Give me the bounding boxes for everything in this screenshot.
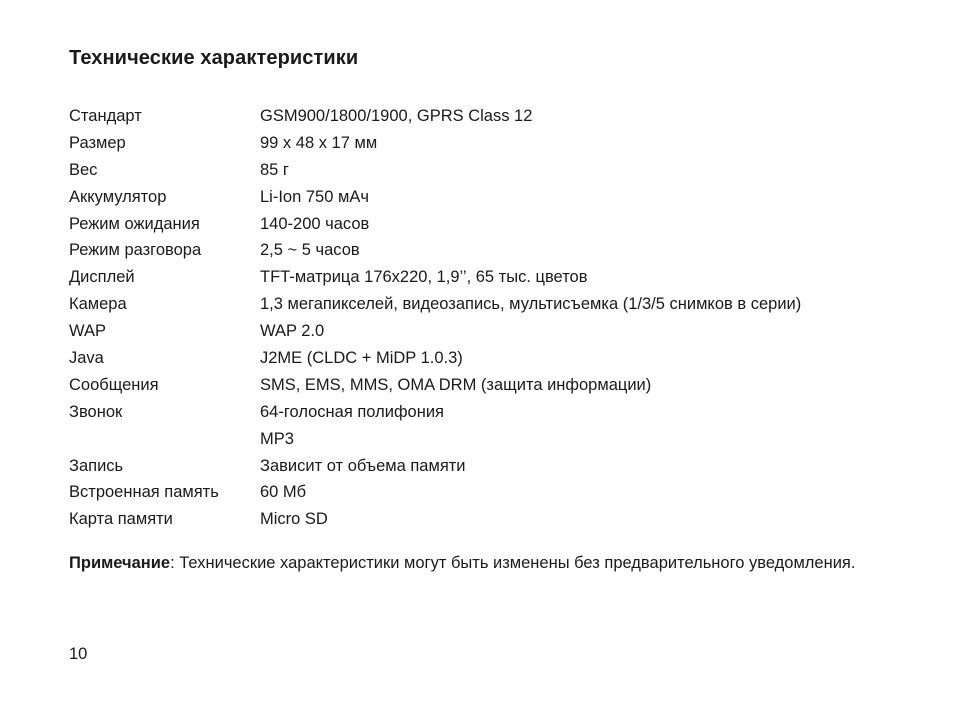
spec-label: Карта памяти: [69, 510, 173, 529]
spec-label: Java: [69, 348, 104, 367]
spec-label: Звонок: [69, 402, 123, 421]
spec-row: [69, 130, 801, 157]
page-title: Технические характеристики: [69, 47, 359, 69]
spec-row: [69, 184, 801, 211]
spec-row: [69, 211, 801, 238]
spec-label: WAP: [69, 322, 106, 341]
spec-label: Дисплей: [69, 268, 135, 287]
spec-row: [69, 237, 801, 264]
spec-value: Li-Ion 750 мАч: [260, 187, 369, 206]
spec-label: Режим разговора: [69, 241, 202, 260]
spec-value: MP3: [260, 429, 294, 448]
spec-label: Размер: [69, 133, 126, 152]
spec-value: 64-голосная полифония: [260, 402, 444, 421]
spec-row: [69, 345, 801, 372]
spec-row: [69, 399, 801, 426]
spec-value: Зависит от объема памяти: [260, 456, 466, 475]
spec-label: Аккумулятор: [69, 187, 167, 206]
spec-value: J2ME (CLDC + MiDP 1.0.3): [260, 348, 463, 367]
spec-row: [69, 264, 801, 291]
page-number: 10: [69, 645, 88, 663]
spec-value: 1,3 мегапикселей, видеозапись, мультисъемка (1/3/5 снимков в серии): [260, 295, 802, 314]
note: [69, 552, 869, 574]
spec-value: Micro SD: [260, 510, 328, 529]
spec-value: SMS, EMS, MMS, OMA DRM (защита информации): [260, 375, 652, 394]
spec-row: [69, 103, 801, 130]
spec-label: Встроенная память: [69, 483, 219, 502]
spec-row: [69, 453, 801, 480]
spec-label: Режим ожидания: [69, 214, 200, 233]
spec-value: GSM900/1800/1900, GPRS Class 12: [260, 106, 533, 125]
note-text: : Технические характеристики могут быть изменены без предварительного уведомления.: [170, 554, 856, 572]
spec-label: Сообщения: [69, 375, 159, 394]
spec-row: [69, 372, 801, 399]
spec-row: [69, 291, 801, 318]
spec-row: [69, 506, 801, 533]
spec-value: 99 х 48 х 17 мм: [260, 133, 378, 152]
spec-value: 60 Мб: [260, 483, 307, 502]
spec-label: Стандарт: [69, 106, 142, 125]
spec-label: Вес: [69, 160, 98, 179]
spec-row: [69, 157, 801, 184]
spec-table: [69, 103, 801, 533]
spec-label: Запись: [69, 456, 124, 475]
spec-value: 85 г: [260, 160, 289, 179]
spec-row: [69, 318, 801, 345]
spec-row: [69, 426, 801, 453]
spec-value: 140-200 часов: [260, 214, 370, 233]
note-label: Примечание: [69, 554, 171, 572]
spec-label: Камера: [69, 295, 127, 314]
spec-row: [69, 479, 801, 506]
spec-value: TFT-матрица 176x220, 1,9’’, 65 тыс. цветов: [260, 268, 588, 287]
spec-value: 2,5 ~ 5 часов: [260, 241, 360, 260]
spec-value: WAP 2.0: [260, 322, 325, 341]
